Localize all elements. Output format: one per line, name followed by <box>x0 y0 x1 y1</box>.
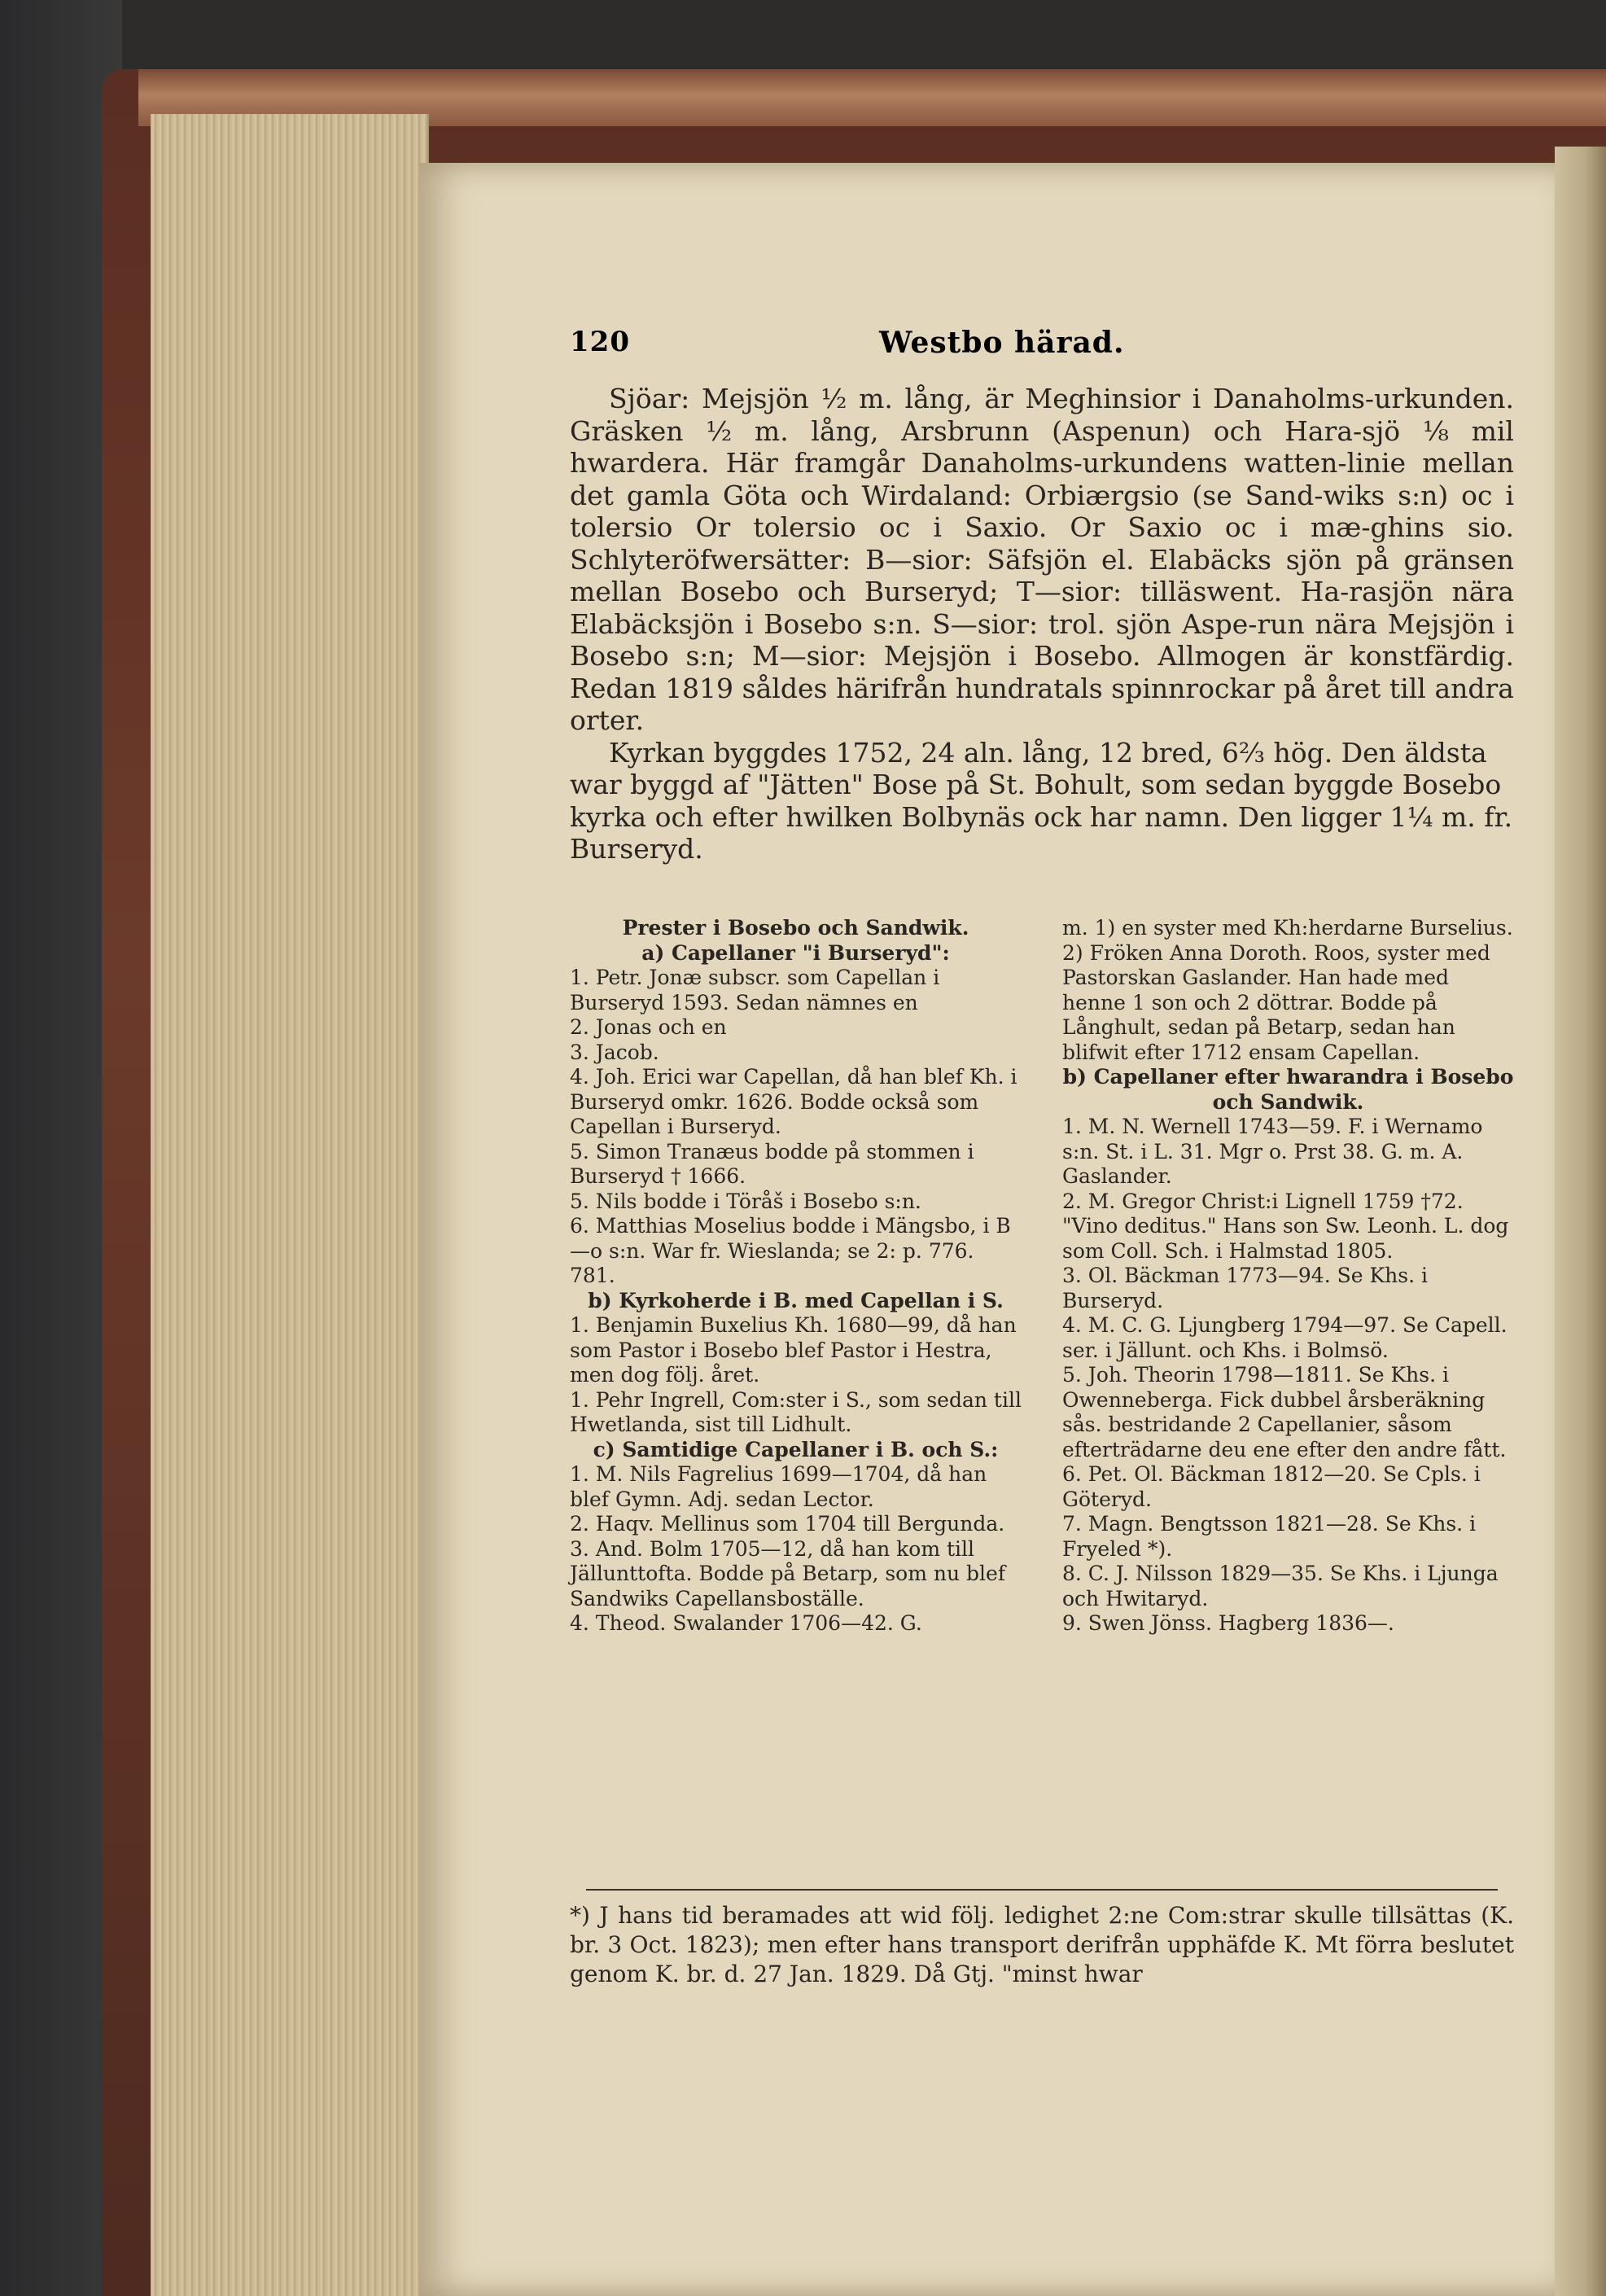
list-item: 6. Pet. Ol. Bäckman 1812—20. Se Cpls. i Göteryd. <box>1062 1462 1481 1511</box>
list-item: 1. M. N. Wernell 1743—59. F. i Wernamo s:n. St. i L. 31. Mgr o. Prst 38. G. m. A. Gaslander. <box>1062 1115 1483 1188</box>
right-column <box>1062 916 1514 1637</box>
list-item: 4. Joh. Erici war Capellan, då han blef Kh. i Burseryd omkr. 1626. Bodde också som Capellan i Burseryd. <box>570 1065 1017 1138</box>
page-edges <box>151 114 429 2296</box>
list-item: 7. Magn. Bengtsson 1821—28. Se Khs. i Fryeled *). <box>1062 1512 1477 1561</box>
list-item: 1. Pehr Ingrell, Com:ster i S., som sedan till Hwetlanda, sist till Lidhult. <box>570 1387 1022 1436</box>
page-right-edge <box>1555 147 1606 2296</box>
column-subheading: b) Capellaner efter hwarandra i Bosebo och Sandwik. <box>1062 1065 1514 1114</box>
list-item: 1. Benjamin Buxelius Kh. 1680—99, då han som Pastor i Bosebo blef Pastor i Hestra, men dog följ. året. <box>570 1313 1017 1387</box>
list-item: 4. Theod. Swalander 1706—42. G. <box>570 1611 922 1635</box>
running-head: Westbo härad. <box>879 326 1125 360</box>
page-number: 120 <box>570 326 630 358</box>
list-item: 2. Jonas och en <box>570 1015 727 1039</box>
footnote <box>570 1901 1514 1989</box>
list-item: 2. M. Gregor Christ:i Lignell 1759 †72. "Vino deditus." Hans son Sw. Leonh. L. dog som Coll. Sch. i Halmstad 1805. <box>1062 1189 1509 1263</box>
list-item: 2. Haqv. Mellinus som 1704 till Bergunda. <box>570 1512 1005 1536</box>
list-item: 6. Matthias Moselius bodde i Mängsbo, i B—o s:n. War fr. Wieslanda; se 2: p. 776. 781. <box>570 1214 1011 1287</box>
page-header <box>570 326 1514 375</box>
column-subheading: c) Samtidige Capellaner i B. och S.: <box>593 1437 999 1461</box>
column-subheading: a) Capellaner "i Burseryd": <box>641 940 950 965</box>
paragraph-lakes: Sjöar: Mejsjön ½ m. lång, är Meghinsior i Danaholms-urkunden. Gräsken ½ m. lång, Arsbrunn (Aspenun) och Hara-sjö ⅛ mil hwardera. Här framgår Danaholms-urkundens watten-linie mellan det gamla Göta och Wirdaland: Orbiærgsio (se Sand-wiks s:n) oc i tolersio Or tolersio oc i Saxio. Or Saxio oc i mæ-ghins sio. Schlyteröfwersätter: B—sior: Säfsjön el. Elabäcks sjön på gränsen mellan Bosebo och Burseryd; T—sior: tilläswent. Ha-rasjön nära Elabäcksjön i Bosebo s:n. S—sior: trol. sjön Aspe-run nära Mejsjön i Bosebo s:n; M—sior: Mejsjön i Bosebo. Allmogen är konstfärdig. Redan 1819 såldes härifrån hundratals spinnrockar på året till andra orter. <box>570 383 1514 736</box>
list-item: 3. Ol. Bäckman 1773—94. Se Khs. i Burseryd. <box>1062 1264 1428 1312</box>
list-item: 1. M. Nils Fagrelius 1699—1704, då han blef Gymn. Adj. sedan Lector. <box>570 1462 987 1511</box>
list-item: 5. Simon Tranæus bodde på stommen i Burseryd † 1666. <box>570 1139 974 1188</box>
column-subheading: Prester i Bosebo och Sandwik. <box>622 916 969 940</box>
list-item: 1. Petr. Jonæ subscr. som Capellan i Burseryd 1593. Sedan nämnes en <box>570 966 940 1014</box>
footnote-text: *) J hans tid beramades att wid följ. ledighet 2:ne Com:strar skulle tillsättas (K. br. 3 Oct. 1823); men efter hans transport derifrån upphäfde K. Mt förra beslutet genom K. br. d. 27 Jan. 1829. Då Gtj. "minst hwar <box>570 1902 1514 1987</box>
list-item: 4. M. C. G. Ljungberg 1794—97. Se Capell. ser. i Jällunt. och Khs. i Bolmsö. <box>1062 1313 1508 1362</box>
list-item: 5. Joh. Theorin 1798—1811. Se Khs. i Owenneberga. Fick dubbel årsberäkning sås. bestridande 2 Capellanier, såsom efterträdarne deu ene efter den andre fått. <box>1062 1363 1507 1461</box>
list-item: m. 1) en syster med Kh:herdarne Burselius. 2) Fröken Anna Doroth. Roos, syster med Pastorskan Gaslander. Han hade med henne 1 son och 2 döttrar. Bodde på Långhult, sedan på Betarp, sedan han blifwit efter 1712 ensam Capellan. <box>1062 916 1513 1064</box>
two-column-list <box>570 916 1514 1635</box>
list-item: 8. C. J. Nilsson 1829—35. Se Khs. i Ljunga och Hwitaryd. <box>1062 1562 1499 1610</box>
list-item: 3. And. Bolm 1705—12, då han kom till Jällunttofta. Bodde på Betarp, som nu blef Sandwiks Capellansboställe. <box>570 1536 1006 1610</box>
list-item: 5. Nils bodde i Töråš i Bosebo s:n. <box>570 1189 921 1213</box>
paragraph-church: Kyrkan byggdes 1752, 24 aln. lång, 12 bred, 6⅔ hög. Den äldsta war byggd af "Jätten" Bose på St. Bohult, som sedan byggde Bosebo kyrka och efter hwilken Bolbynäs ock har namn. Den ligger 1¼ m. fr. Burseryd. <box>570 736 1513 865</box>
left-column <box>570 916 1022 1637</box>
footnote-divider <box>586 1889 1498 1891</box>
column-subheading: b) Kyrkoherde i B. med Capellan i S. <box>588 1288 1004 1312</box>
list-item: 9. Swen Jönss. Hagberg 1836—. <box>1062 1611 1394 1635</box>
list-item: 3. Jacob. <box>570 1040 659 1064</box>
body-text <box>570 383 1514 865</box>
